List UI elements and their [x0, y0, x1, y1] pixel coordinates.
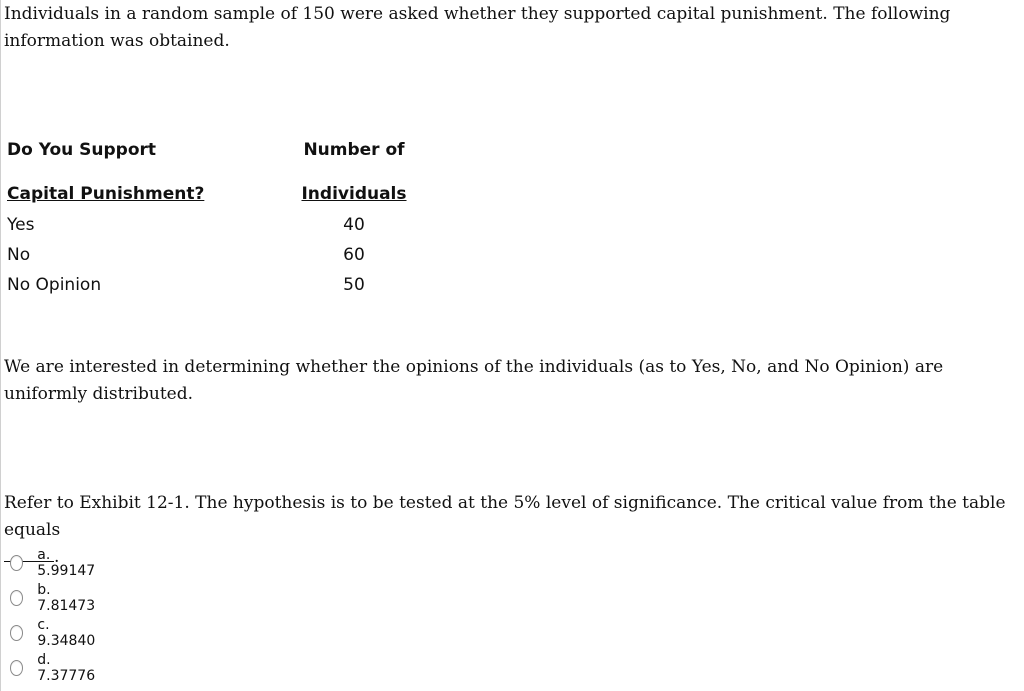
option-b[interactable] [10, 582, 98, 614]
table-row-label: No [7, 245, 31, 265]
option-d-label: d. 7.37776 [37, 652, 96, 684]
blank-suffix: . [54, 547, 60, 567]
table-header-col1-line1: Do You Support [7, 140, 157, 160]
radio-button-a[interactable] [10, 555, 23, 571]
intro-text: Individuals in a random sample of 150 were asked whether they supported capital punishment. The following information was obtained. [4, 4, 951, 51]
question-text [4, 490, 1014, 571]
option-b-label: b. 7.81473 [37, 582, 96, 614]
table-row-label: Yes [7, 215, 35, 235]
table-row-value: 40 [343, 215, 365, 235]
table-header-col1-line2: Capital Punishment? [7, 184, 205, 204]
option-a-label: a. 5.99147 [37, 547, 96, 579]
table-row-label: No Opinion [7, 275, 102, 295]
table-header-col2-line1: Number of [303, 140, 405, 160]
left-border [0, 0, 1, 691]
option-d[interactable] [10, 652, 98, 684]
table-row-value: 50 [343, 275, 365, 295]
radio-button-d[interactable] [10, 660, 23, 676]
question-prompt: Refer to Exhibit 12-1. The hypothesis is to be tested at the 5% level of significance. The critical value from the table equals [4, 493, 1006, 540]
option-c-label: c. 9.34840 [37, 617, 96, 649]
table-header-col2-line2: Individuals [301, 184, 407, 204]
radio-button-c[interactable] [10, 625, 23, 641]
table-row-value: 60 [343, 245, 365, 265]
radio-button-b[interactable] [10, 590, 23, 606]
option-c[interactable] [10, 617, 98, 649]
option-a[interactable] [10, 547, 98, 579]
description-paragraph: We are interested in determining whether the opinions of the individuals (as to Yes, No, and No Opinion) are uniformly distributed. [4, 357, 944, 404]
